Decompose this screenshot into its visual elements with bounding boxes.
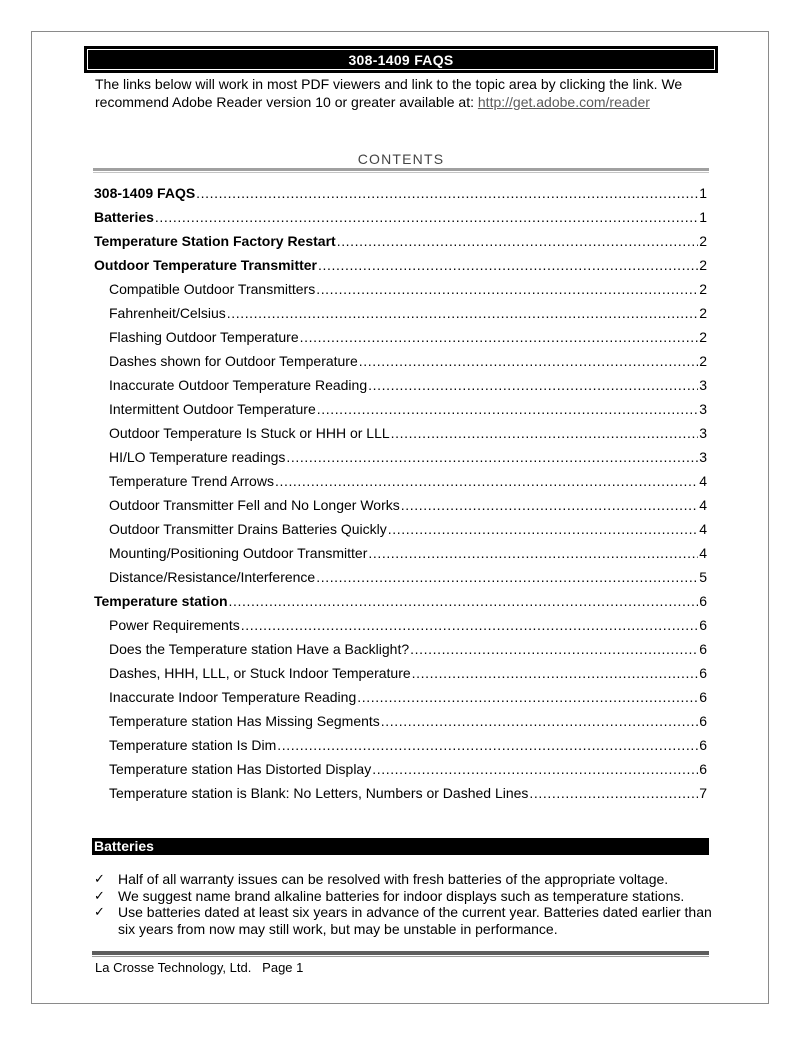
toc-entry[interactable] bbox=[94, 637, 707, 661]
toc-entry-label: Distance/Resistance/Interference bbox=[109, 569, 316, 585]
toc-entry-label: Does the Temperature station Have a Backlight? bbox=[109, 641, 410, 657]
toc-entry-page: 6 bbox=[699, 761, 707, 777]
toc-leader-dots bbox=[401, 493, 698, 517]
document-title-bar bbox=[84, 46, 718, 73]
toc-entry-page: 6 bbox=[699, 593, 707, 609]
toc-entry-label: Outdoor Transmitter Drains Batteries Quickly bbox=[109, 521, 387, 537]
toc-entry-label: Flashing Outdoor Temperature bbox=[109, 329, 299, 345]
checkmark-icon: ✓ bbox=[94, 887, 105, 903]
toc-entry-label: Intermittent Outdoor Temperature bbox=[109, 401, 316, 417]
toc-leader-dots bbox=[155, 205, 698, 229]
toc-entry[interactable] bbox=[94, 565, 707, 589]
toc-leader-dots bbox=[318, 253, 698, 277]
toc-entry-page: 4 bbox=[699, 473, 707, 489]
toc-entry[interactable] bbox=[94, 229, 707, 253]
table-of-contents bbox=[94, 181, 707, 805]
toc-entry[interactable] bbox=[94, 349, 707, 373]
toc-entry[interactable] bbox=[94, 397, 707, 421]
toc-leader-dots bbox=[277, 733, 698, 757]
toc-leader-dots bbox=[227, 301, 698, 325]
toc-entry[interactable] bbox=[94, 781, 707, 805]
checklist-item bbox=[92, 888, 712, 905]
toc-leader-dots bbox=[316, 277, 698, 301]
checklist-item-text: Use batteries dated at least six years in advance of the current year. Batteries dated earlier than six years from now may still work, but may be unstable in performance. bbox=[118, 904, 712, 937]
toc-entry[interactable] bbox=[94, 613, 707, 637]
toc-entry-page: 7 bbox=[699, 785, 707, 801]
toc-entry[interactable] bbox=[94, 493, 707, 517]
toc-leader-dots bbox=[286, 445, 698, 469]
toc-entry-page: 4 bbox=[699, 497, 707, 513]
toc-entry[interactable] bbox=[94, 373, 707, 397]
title-bar-inner-border bbox=[87, 49, 715, 70]
toc-leader-dots bbox=[196, 181, 698, 205]
toc-entry[interactable] bbox=[94, 517, 707, 541]
document-title: 308-1409 FAQS bbox=[348, 51, 454, 68]
checkmark-icon: ✓ bbox=[94, 904, 105, 919]
checkmark-icon: ✓ bbox=[94, 871, 105, 886]
toc-entry[interactable] bbox=[94, 421, 707, 445]
toc-entry-label: Outdoor Temperature Transmitter bbox=[94, 257, 318, 273]
toc-leader-dots bbox=[368, 373, 698, 397]
contents-heading: CONTENTS bbox=[357, 151, 445, 167]
toc-leader-dots bbox=[357, 685, 698, 709]
checklist-item-text: We suggest name brand alkaline batteries for indoor displays such as temperature stations. bbox=[118, 887, 685, 904]
toc-leader-dots bbox=[412, 661, 699, 685]
toc-entry-label: Fahrenheit/Celsius bbox=[109, 305, 226, 321]
toc-entry-label: Batteries bbox=[94, 209, 154, 225]
toc-entry-page: 1 bbox=[699, 185, 707, 201]
intro-text: The links below will work in most PDF viewers and link to the topic area by clicking the link. We recommend Adobe Reader version 10 or greater available at: bbox=[95, 76, 683, 110]
footer-divider bbox=[92, 951, 709, 957]
toc-entry-page: 2 bbox=[699, 257, 707, 273]
adobe-reader-link[interactable]: http://get.adobe.com/reader bbox=[477, 94, 650, 110]
toc-entry-page: 1 bbox=[699, 209, 707, 225]
toc-entry-label: Compatible Outdoor Transmitters bbox=[109, 281, 316, 297]
toc-entry-label: Power Requirements bbox=[109, 617, 240, 633]
toc-entry-page: 3 bbox=[699, 449, 707, 465]
toc-leader-dots bbox=[372, 757, 698, 781]
batteries-section-header bbox=[92, 838, 709, 855]
toc-entry-page: 5 bbox=[699, 569, 707, 585]
toc-entry[interactable] bbox=[94, 301, 707, 325]
contents-divider bbox=[93, 168, 709, 173]
toc-entry-page: 6 bbox=[699, 713, 707, 729]
toc-leader-dots bbox=[381, 709, 698, 733]
toc-leader-dots bbox=[391, 421, 699, 445]
toc-entry[interactable] bbox=[94, 325, 707, 349]
toc-entry-page: 3 bbox=[699, 425, 707, 441]
toc-entry-page: 4 bbox=[699, 545, 707, 561]
toc-entry[interactable] bbox=[94, 541, 707, 565]
toc-entry[interactable] bbox=[94, 733, 707, 757]
toc-entry-label: 308-1409 FAQS bbox=[94, 185, 196, 201]
toc-leader-dots bbox=[300, 325, 699, 349]
toc-entry[interactable] bbox=[94, 181, 707, 205]
toc-entry[interactable] bbox=[94, 757, 707, 781]
toc-entry-page: 2 bbox=[699, 281, 707, 297]
toc-entry-label: Temperature station Has Distorted Display bbox=[109, 761, 372, 777]
intro-paragraph bbox=[95, 75, 715, 111]
toc-entry-label: Dashes, HHH, LLL, or Stuck Indoor Temperature bbox=[109, 665, 411, 681]
toc-leader-dots bbox=[316, 565, 698, 589]
toc-entry-label: HI/LO Temperature readings bbox=[109, 449, 286, 465]
toc-entry[interactable] bbox=[94, 277, 707, 301]
toc-entry-page: 2 bbox=[699, 233, 707, 249]
toc-entry[interactable] bbox=[94, 661, 707, 685]
page-footer: La Crosse Technology, Ltd. Page 1 bbox=[95, 960, 304, 975]
batteries-checklist bbox=[92, 871, 712, 937]
toc-entry-page: 6 bbox=[699, 689, 707, 705]
checklist-item bbox=[92, 871, 712, 888]
toc-entry[interactable] bbox=[94, 469, 707, 493]
toc-entry-page: 3 bbox=[699, 377, 707, 393]
toc-entry-label: Temperature station Has Missing Segments bbox=[109, 713, 380, 729]
toc-entry-page: 3 bbox=[699, 401, 707, 417]
toc-leader-dots bbox=[388, 517, 698, 541]
toc-entry-label: Outdoor Transmitter Fell and No Longer Works bbox=[109, 497, 400, 513]
toc-leader-dots bbox=[337, 229, 699, 253]
toc-entry-page: 6 bbox=[699, 641, 707, 657]
toc-entry-page: 2 bbox=[699, 305, 707, 321]
toc-entry[interactable] bbox=[94, 589, 707, 613]
checklist-item bbox=[92, 904, 712, 937]
toc-leader-dots bbox=[368, 541, 698, 565]
toc-entry[interactable] bbox=[94, 445, 707, 469]
toc-leader-dots bbox=[275, 469, 698, 493]
toc-entry-page: 4 bbox=[699, 521, 707, 537]
toc-entry-label: Inaccurate Outdoor Temperature Reading bbox=[109, 377, 368, 393]
toc-entry-label: Inaccurate Indoor Temperature Reading bbox=[109, 689, 357, 705]
toc-entry-page: 6 bbox=[699, 737, 707, 753]
toc-entry-page: 2 bbox=[699, 329, 707, 345]
toc-entry-label: Temperature Station Factory Restart bbox=[94, 233, 336, 249]
toc-entry[interactable] bbox=[94, 685, 707, 709]
toc-leader-dots bbox=[229, 589, 699, 613]
toc-entry-label: Temperature station is Blank: No Letters, Numbers or Dashed Lines bbox=[109, 785, 529, 801]
toc-leader-dots bbox=[529, 781, 698, 805]
toc-entry-page: 6 bbox=[699, 617, 707, 633]
toc-leader-dots bbox=[241, 613, 698, 637]
toc-entry-label: Outdoor Temperature Is Stuck or HHH or LLL bbox=[109, 425, 390, 441]
checklist-item-text: Half of all warranty issues can be resolved with fresh batteries of the appropriate voltage. bbox=[118, 871, 669, 887]
toc-leader-dots bbox=[317, 397, 698, 421]
toc-leader-dots bbox=[359, 349, 698, 373]
toc-entry[interactable] bbox=[94, 205, 707, 229]
toc-leader-dots bbox=[410, 637, 698, 661]
toc-entry-label: Mounting/Positioning Outdoor Transmitter bbox=[109, 545, 368, 561]
toc-entry-label: Temperature station Is Dim bbox=[109, 737, 277, 753]
toc-entry-label: Temperature Trend Arrows bbox=[109, 473, 274, 489]
toc-entry-page: 6 bbox=[699, 665, 707, 681]
toc-entry-label: Dashes shown for Outdoor Temperature bbox=[109, 353, 358, 369]
batteries-heading: Batteries bbox=[94, 838, 154, 854]
toc-entry-page: 2 bbox=[699, 353, 707, 369]
toc-entry[interactable] bbox=[94, 709, 707, 733]
toc-entry[interactable] bbox=[94, 253, 707, 277]
toc-entry-label: Temperature station bbox=[94, 593, 228, 609]
